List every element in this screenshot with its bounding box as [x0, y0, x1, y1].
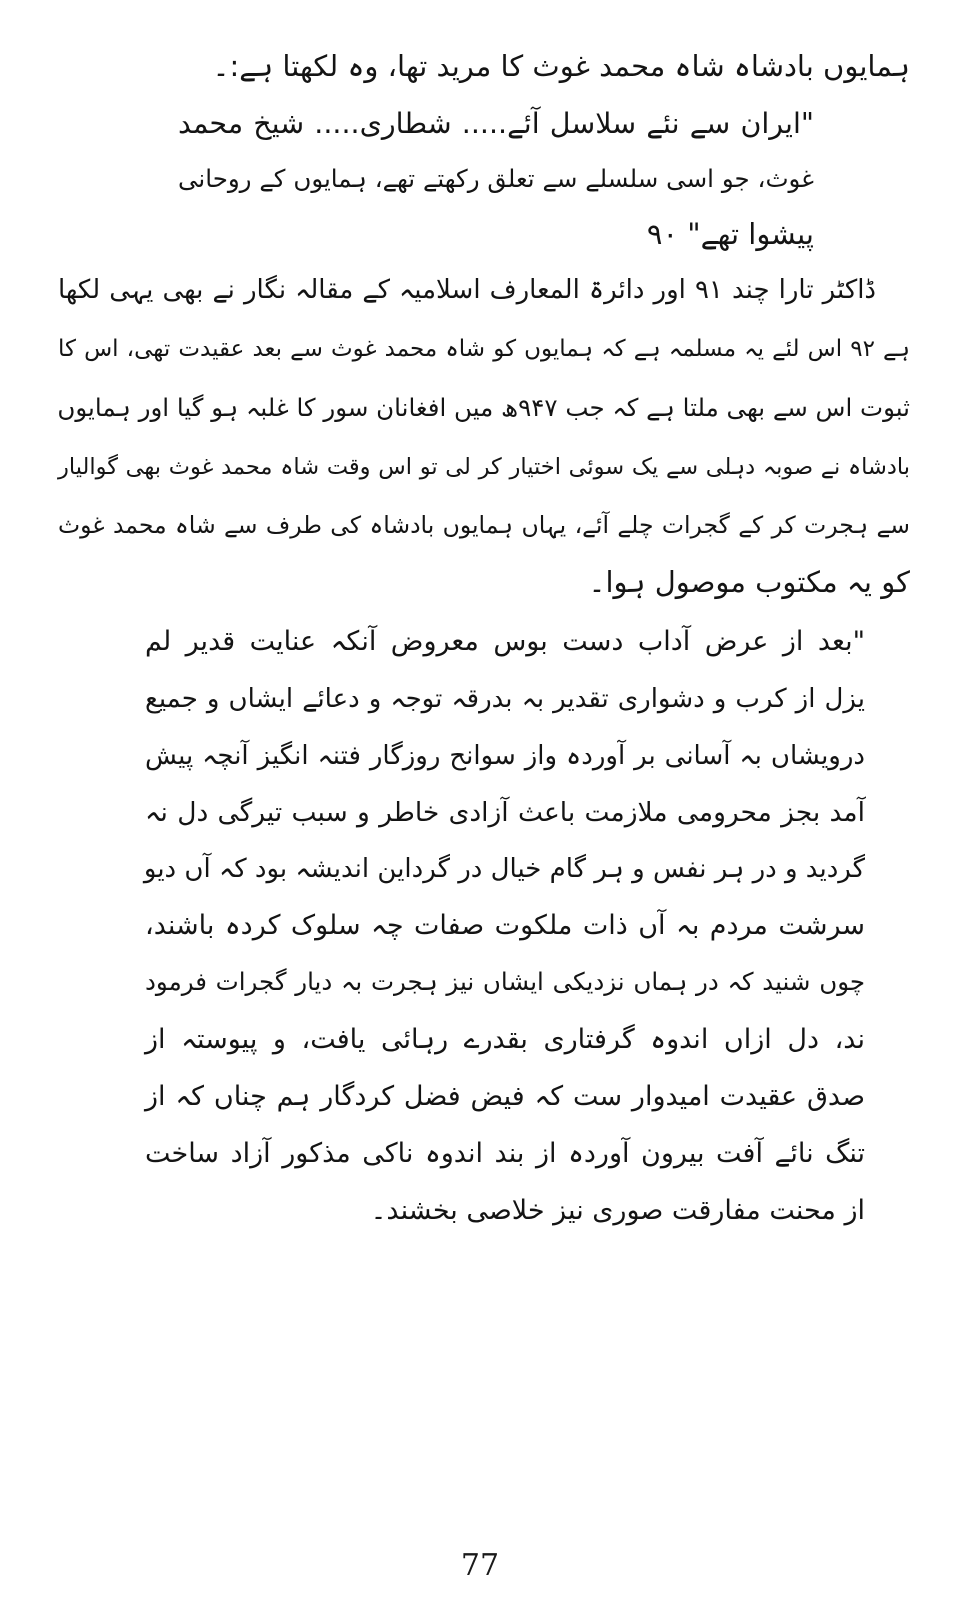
paragraph-line: بادشاہ نے صوبہ دہلی سے یک سوئی اختیار کر لی تو اس وقت شاہ محمد غوث بھی گوالیار [58, 454, 910, 480]
quote2-line: یزل از کرب و دشواری تقدیر بہ بدرقہ توجہ و دعائے ایشاں و جمیع [145, 684, 865, 714]
quote2-line: گردید و در ہر نفس و ہر گام خیال در گرداین اندیشہ بود کہ آں دیو [143, 854, 865, 884]
quote2-line: درویشاں بہ آسانی بر آوردہ واز سوانح روزگار فتنہ انگیز آنچہ پیش [145, 741, 865, 771]
paragraph-line: ڈاکٹر تارا چند ۹۱ اور دائرۃ المعارف اسلامیہ کے مقالہ نگار نے بھی یہی لکھا [58, 275, 876, 305]
quote2-line: چوں شنید کہ در ہماں نزدیکی ایشاں نیز ہجرت بہ دیار گجرات فرمود [145, 967, 865, 996]
quote2-line: ند، دل ازاں اندوہ گرفتاری بقدرے رہائی یافت، و پیوستہ از [145, 1024, 865, 1055]
quote2-line: سرشت مردم بہ آں ذات ملکوت صفات چہ سلوک کردہ باشند، [145, 910, 865, 941]
quote2-line: صدق عقیدت امیدوار ست کہ فیض فضل کردگار ہم چناں کہ از [145, 1081, 865, 1112]
page-number: 77 [460, 1548, 500, 1583]
paragraph-line: کو یہ مکتوب موصول ہوا۔ [588, 565, 910, 599]
quote2-line: تنگ نائے آفت بیرون آوردہ از بند اندوہ ناکی مذکور آزاد ساخت [145, 1138, 865, 1169]
quote2-line: آمد بجز محرومی ملازمت باعث آزادی خاطر و سبب تیرگی دل نہ [145, 797, 865, 828]
quote1-line: غوث، جو اسی سلسلے سے تعلق رکھتے تھے، ہمایوں کے روحانی [178, 164, 814, 193]
quote2-line: "بعد از عرض آداب دست بوس معروض آنکہ عنایت قدیر لم [145, 626, 865, 657]
intro-line: ہمایوں بادشاہ شاہ محمد غوث کا مرید تھا، وہ لکھتا ہے:۔ [212, 49, 910, 83]
quote2-line: از محنت مفارقت صوری نیز خلاصی بخشند۔ [370, 1195, 865, 1226]
quote1-line: "ایران سے نئے سلاسل آئے..... شطاری..... شیخ محمد [178, 107, 814, 140]
quote1-line: پیشوا تھے" ۹۰ [646, 217, 814, 251]
paragraph-line: ہے ۹۲ اس لئے یہ مسلمہ ہے کہ ہمایوں کو شاہ محمد غوث سے بعد عقیدت تھی، اس کا [58, 336, 910, 362]
paragraph-line: ثبوت اس سے بھی ملتا ہے کہ جب ۹۴۷ھ میں افغانان سور کا غلبہ ہو گیا اور ہمایوں [57, 393, 910, 422]
paragraph-line: سے ہجرت کر کے گجرات چلے آئے، یہاں ہمایوں بادشاہ کی طرف سے شاہ محمد غوث [58, 511, 910, 539]
